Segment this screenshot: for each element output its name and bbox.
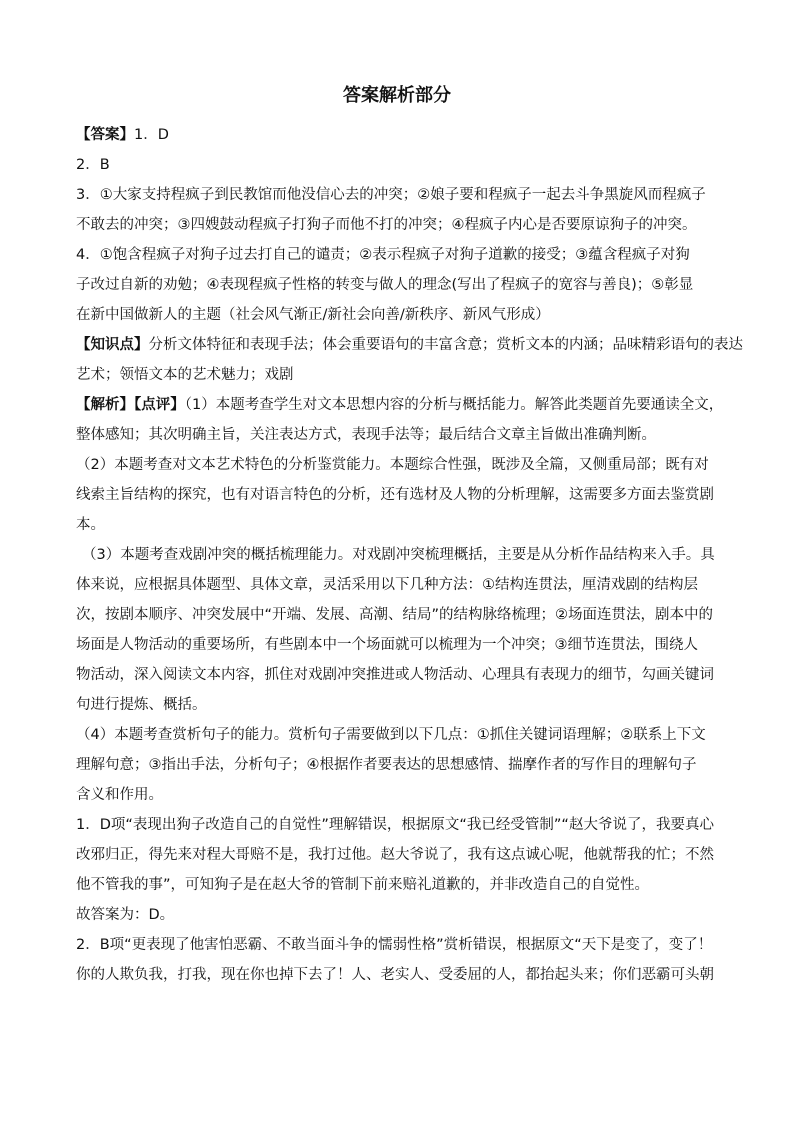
analysis-p3-line-1: （3）本题考查戏剧冲突的概括梳理能力。对戏剧冲突梳理概括，主要是从分析作品结构来入手。具 xyxy=(82,547,715,563)
analysis-p4-line-1: （4）本题考查赏析句子的能力。赏析句子需要做到以下几点：①抓住关键词语理解；②联系上下文 xyxy=(76,727,706,743)
answer-1: 1．D xyxy=(134,127,169,143)
answer-3-line-2: 不敢去的冲突；③四嫂鼓动程疯子打狗子而他不打的冲突；④程疯子内心是否要原谅狗子的冲突。 xyxy=(76,217,697,233)
question-1-line-1: 1．D项“表现出狗子改造自己的自觉性”理解错误，根据原文“我已经受管制”“赵大爷说了，我要真心 xyxy=(76,817,714,833)
knowledge-line-1 xyxy=(76,330,743,360)
analysis-p2-line-2: 线索主旨结构的探究，也有对语言特色的分析，还有选材及人物的分析理解，这需要多方面去鉴赏剧 xyxy=(76,487,714,503)
analysis-p4-line-2: 理解句意；③指出手法，分析句子；④根据作者要表达的思想感情、揣摩作者的写作目的理解句子 xyxy=(76,757,697,773)
question-1-line-2: 改邪归正，得先来对程大哥赔不是，我打过他。赵大爷说了，我有这点诚心呢，他就帮我的忙；不然 xyxy=(76,847,714,863)
analysis-p2-line-1: （2）本题考查对文本艺术特色的分析鉴赏能力。本题综合性强，既涉及全篇，又侧重局部；既有对 xyxy=(76,457,709,473)
page-title: 答案解析部分 xyxy=(343,85,451,106)
answer-4-line-1: 4．①饱含程疯子对狗子过去打自己的谴责；②表示程疯子对狗子道歉的接受；③蕴含程疯子对狗 xyxy=(76,247,690,263)
answer-line-1 xyxy=(76,120,726,150)
question-2-line-1: 2．B项“更表现了他害怕恶霸、不敢当面斗争的懦弱性格”赏析错误，根据原文“天下是变了，变了！ xyxy=(76,937,713,953)
question-1-answer: 故答案为：D。 xyxy=(76,907,175,923)
question-1-line-3: 他不管我的事”，可知狗子是在赵大爷的管制下前来赔礼道歉的，并非改造自己的自觉性。 xyxy=(76,877,650,893)
answer-4-line-3: 在新中国做新人的主题（社会风气渐正/新社会向善/新秩序、新风气形成） xyxy=(76,307,550,323)
analysis-p3-line-5: 物活动，深入阅读文本内容，抓住对戏剧冲突推进或人物活动、心理具有表现力的细节，勾画关键词 xyxy=(76,667,714,683)
document-body xyxy=(76,120,743,990)
analysis-p3-line-4: 场面是人物活动的重要场所，有些剧本中一个场面就可以梳理为一个冲突；③细节连贯法，围绕人 xyxy=(76,637,698,653)
analysis-line-1 xyxy=(76,390,726,420)
answer-3-line-1: 3．①大家支持程疯子到民教馆而他没信心去的冲突；②娘子要和程疯子一起去斗争黑旋风而程疯子 xyxy=(76,187,706,203)
knowledge-text-1: 分析文体特征和表现手法；体会重要语句的丰富含意；赏析文本的内涵；品味精彩语句的表达 xyxy=(148,337,743,353)
answer-4-line-2: 子改过自新的劝勉；④表现程疯子性格的转变与做人的理念(写出了程疯子的宽容与善良)；⑤彰显 xyxy=(76,277,694,293)
analysis-p3-line-6: 句进行提炼、概括。 xyxy=(76,697,207,713)
analysis-tag: 【解析】【点评】 xyxy=(76,397,185,413)
knowledge-tag: 【知识点】 xyxy=(76,337,149,353)
analysis-p3-line-3: 次，按剧本顺序、冲突发展中“开端、发展、高潮、结局”的结构脉络梳理；②场面连贯法，剧本中的 xyxy=(76,607,714,623)
analysis-p3-line-2: 体来说，应根据具体题型、具体文章，灵活采用以下几种方法：①结构连贯法，厘清戏剧的结构层 xyxy=(76,577,698,593)
answer-tag: 【答案】 xyxy=(76,127,134,143)
analysis-p2-line-3: 本。 xyxy=(76,517,105,533)
analysis-p4-line-3: 含义和作用。 xyxy=(76,787,163,803)
analysis-p1-line-2: 整体感知；其次明确主旨，关注表达方式，表现手法等；最后结合文章主旨做出准确判断。 xyxy=(76,427,656,443)
analysis-p1-line-1: （1）本题考查学生对文本思想内容的分析与概括能力。解答此类题首先要通读全文， xyxy=(184,397,724,413)
knowledge-line-2: 艺术；领悟文本的艺术魅力；戏剧 xyxy=(76,367,294,383)
answer-2: 2．B xyxy=(76,157,110,173)
question-2-line-2: 你的人欺负我，打我，现在你也掉下去了！人、老实人、受委屈的人，都抬起头来；你们恶霸可头朝 xyxy=(76,967,714,983)
